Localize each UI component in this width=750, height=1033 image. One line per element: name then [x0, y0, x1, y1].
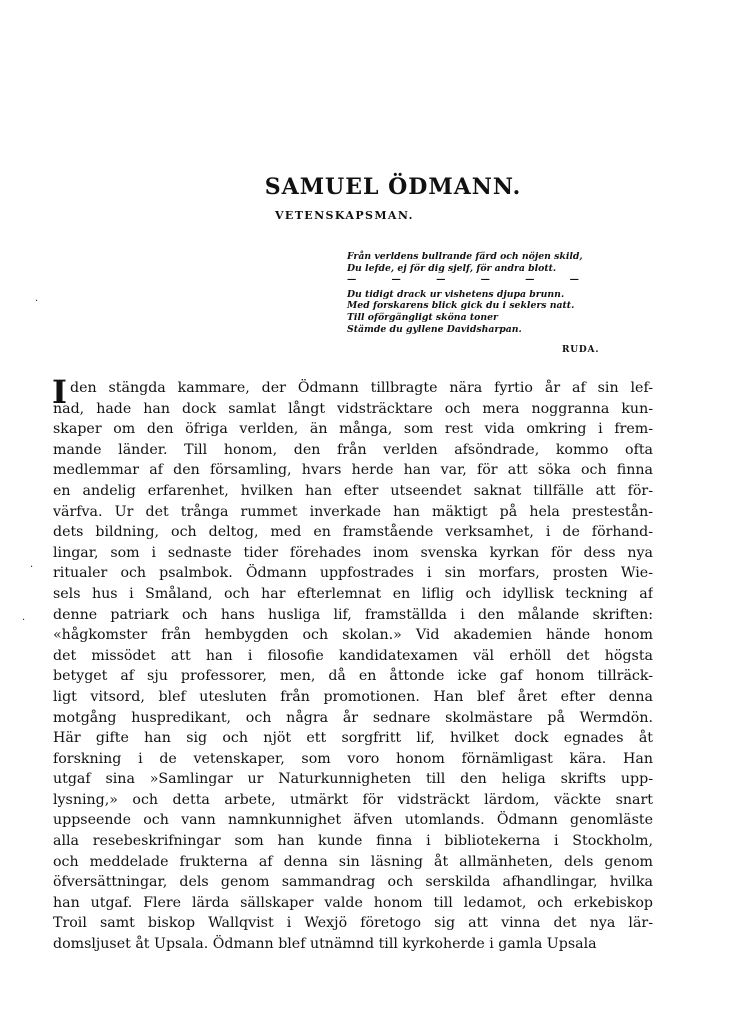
text-line: mande länder. Till honom, den från verlden afsöndrade, kommo ofta: [53, 441, 653, 458]
text-line: en andelig erfarenhet, hvilken han efter utseendet saknat tillfälle att för-: [53, 482, 653, 499]
text-line: dets bildning, och deltog, med en framstående verksamhet, i de förhand-: [53, 524, 653, 541]
text-line: sels hus i Småland, och har efterlemnat en liflig och idyllisk teckning af: [53, 585, 653, 602]
scan-speck: ·: [22, 615, 26, 626]
body-text: [52, 373, 653, 955]
text-line: värfva. Ur det trånga rummet inverkade han mäktigt på hela prestestån-: [53, 503, 653, 520]
epigraph-poem: [347, 251, 677, 336]
text-line: medlemmar af den församling, hvars herde han var, för att söka och finna: [53, 462, 653, 479]
text-line: Troil samt biskop Wallqvist i Wexjö företogo sig att vinna det nya lär-: [53, 915, 653, 932]
text-line: skaper om den öfriga verlden, än många, som rest vida omkring i frem-: [53, 421, 653, 438]
poem-line: Stämde du gyllene Davidsharpan.: [347, 323, 522, 335]
text-line: ligt vitsord, blef utesluten från promotionen. Han blef året efter denna: [53, 688, 653, 705]
text-line: forskning i de vetenskaper, som voro honom förnämligast kära. Han: [53, 750, 653, 767]
text-line: lysning,» och detta arbete, utmärkt för vidsträckt lärdom, väckte snart: [53, 791, 653, 808]
drop-cap: I: [52, 373, 67, 411]
poem-line: Från verldens bullrande färd och nöjen skild,: [347, 251, 583, 262]
text-line: uppseende och vann namnkunnighet äfven utomlands. Ödmann genomläste: [53, 812, 653, 829]
poem-line: Till oförgängligt sköna toner: [347, 312, 498, 324]
scan-speck: ·: [30, 562, 34, 573]
text-line: lingar, som i sednaste tider förehades inom svenska kyrkan för dess nya: [53, 544, 653, 561]
poem-line: Med forskarens blick gick du i seklers natt.: [347, 300, 575, 312]
chapter-title: SAMUEL ÖDMANN.: [264, 174, 522, 200]
text-line: alla resebeskrifningar som han kunde finna i bibliotekerna i Stockholm,: [53, 833, 653, 850]
poem-line: Du tidigt drack ur vishetens djupa brunn.: [347, 288, 565, 300]
text-line: den stängda kammare, der Ödmann tillbragte nära fyrtio år af sin lef-: [70, 380, 653, 396]
text-line: han utgaf. Flere lärda sällskaper valde honom till ledamot, och erkebiskop: [53, 894, 653, 911]
text-line: domsljuset åt Upsala. Ödmann blef utnämnd till kyrkoherde i gamla Upsala: [53, 936, 597, 953]
epigraph-attribution: RUDA.: [562, 345, 600, 355]
text-line: Här gifte han sig och njöt ett sorgfritt lif, hvilket dock egnades åt: [53, 730, 653, 747]
poem-line: Du lefde, ej för dig sjelf, för andra blott.: [347, 262, 557, 274]
chapter-subtitle: VETENSKAPSMAN.: [275, 209, 414, 222]
text-line: motgång huspredikant, och några år sednare skolmästare på Wermdön.: [53, 709, 653, 726]
text-line: det missödet att han i filosofie kandidatexamen väl erhöll det högsta: [53, 647, 653, 664]
text-line: och meddelade frukterna af denna sin läsning åt allmänheten, dels genom: [53, 853, 653, 870]
text-line: denne patriark och hans husliga lif, framställda i den målande skriften:: [53, 606, 653, 623]
text-line: utgaf sina »Samlingar ur Naturkunnigheten till den heliga skrifts upp-: [53, 771, 653, 788]
text-line: betyget af sju professorer, men, då en åttonde icke gaf honom tillräck-: [53, 668, 653, 685]
text-line: nad, hade han dock samlat långt vidsträcktare och mera noggranna kun-: [53, 400, 653, 417]
text-line: «hågkomster från hembygden och skolan.» Vid akademien hände honom: [53, 627, 653, 644]
poem-separator: — — — — — —: [347, 273, 595, 285]
text-line: öfversättningar, dels genom sammandrag och serskilda afhandlingar, hvilka: [53, 874, 653, 891]
scan-speck: ·: [35, 296, 39, 307]
text-line: ritualer och psalmbok. Ödmann uppfostrades i sin morfars, prosten Wie-: [53, 565, 653, 582]
